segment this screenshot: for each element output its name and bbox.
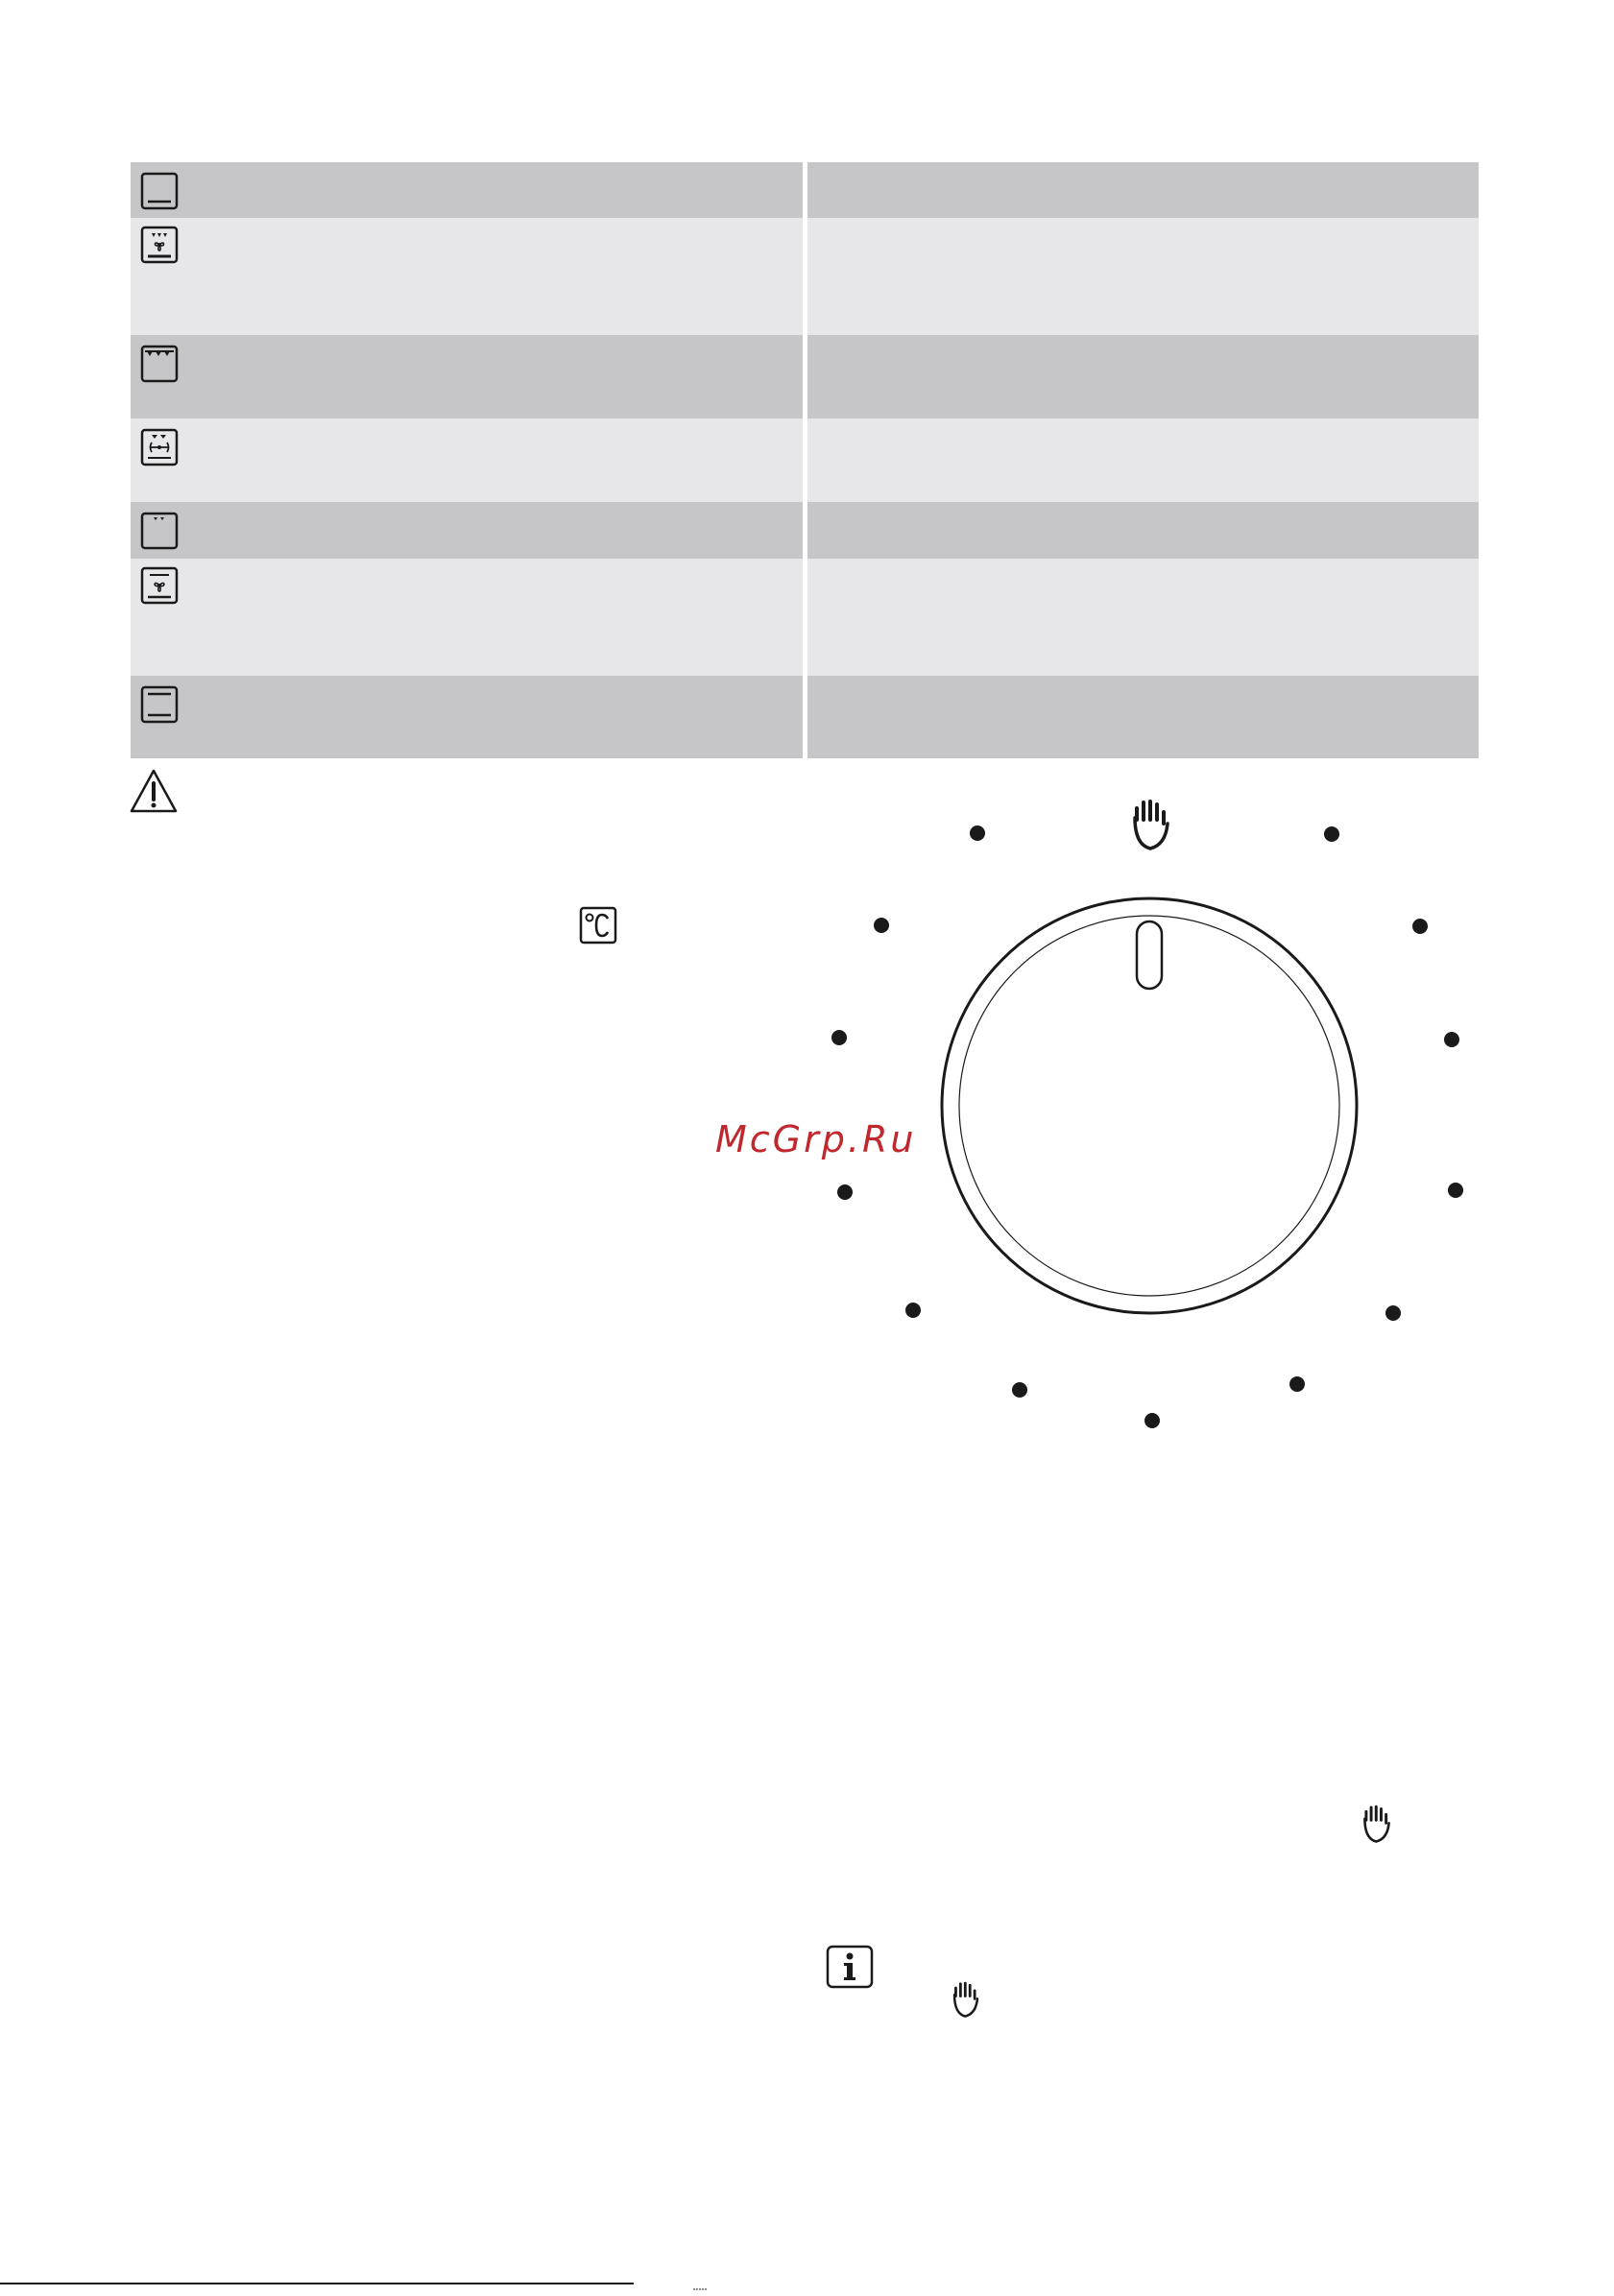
function-description-cell — [807, 559, 1479, 676]
watermark: McGrp.Ru — [715, 1118, 917, 1160]
timer-dial[interactable] — [807, 777, 1479, 1449]
dial-dot — [1448, 1183, 1463, 1198]
function-symbol-cell — [131, 335, 803, 419]
table-row — [131, 676, 1479, 758]
function-symbol-cell — [131, 162, 803, 218]
dial-dot — [1412, 919, 1428, 934]
true-fan-cooking-icon — [140, 226, 179, 264]
manual-hand-icon — [951, 1981, 981, 2018]
function-description-cell — [807, 676, 1479, 758]
function-description-cell — [807, 502, 1479, 559]
dial-dot — [1444, 1032, 1459, 1047]
bottom-heat-icon — [140, 512, 179, 550]
oven-light-icon — [140, 172, 179, 210]
dial-dot — [905, 1303, 921, 1318]
function-description-cell — [807, 162, 1479, 218]
function-symbol-cell — [131, 559, 803, 676]
table-row — [131, 162, 1479, 218]
dial-dot — [1144, 1413, 1160, 1428]
conventional-cooking-icon — [140, 345, 179, 383]
table-row — [131, 419, 1479, 502]
dial-top-hand-symbol — [1135, 801, 1168, 849]
table-row — [131, 218, 1479, 335]
dial-dot — [837, 1184, 853, 1200]
dial-dot — [1012, 1382, 1027, 1398]
temperature-celsius-icon — [579, 906, 617, 945]
dial-pointer — [1137, 921, 1162, 989]
function-symbol-cell — [131, 419, 803, 502]
table-row — [131, 502, 1479, 559]
function-description-cell — [807, 335, 1479, 419]
rotitherm-icon — [140, 428, 179, 466]
info-icon — [826, 1945, 874, 1989]
function-symbol-cell — [131, 676, 803, 758]
dial-dot — [970, 825, 985, 841]
function-description-cell — [807, 419, 1479, 502]
footer-mark — [693, 2279, 707, 2283]
grill-icon — [140, 685, 179, 724]
function-symbol-cell — [131, 502, 803, 559]
defrost-icon — [140, 566, 179, 605]
manual-hand-icon — [1361, 1805, 1393, 1843]
dial-dot — [874, 918, 889, 933]
dial-dot — [1289, 1376, 1305, 1392]
dial-dot — [831, 1030, 847, 1045]
dial-dot — [1385, 1305, 1401, 1321]
table-row — [131, 335, 1479, 419]
function-description-cell — [807, 218, 1479, 335]
function-symbol-cell — [131, 218, 803, 335]
table-row — [131, 559, 1479, 676]
dial-dot — [1324, 826, 1339, 842]
footer-rule — [0, 2283, 634, 2284]
warning-triangle-icon — [129, 768, 179, 814]
